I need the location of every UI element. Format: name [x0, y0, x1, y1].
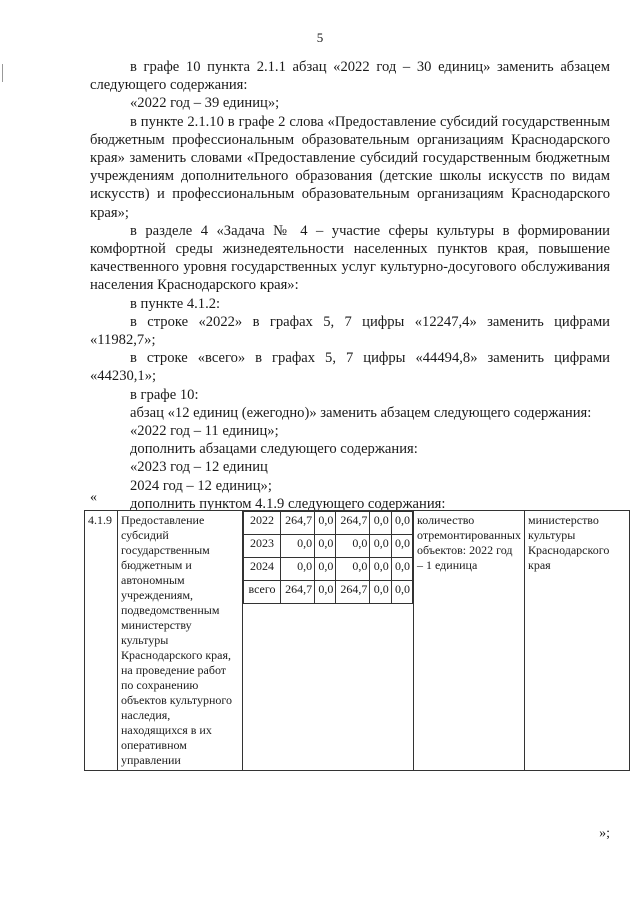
- body-text: [90, 58, 610, 513]
- funding-row: [244, 535, 413, 558]
- paragraph: в пункте 2.1.10 в графе 2 слова «Предоставление субсидий государственным бюджетным профессиональным образовательным организациям Краснодарского края» заменить словами «Предоставление субсидий государственным бюджетным учреждениям дополнительного образования (детские школы искусств по видам искусств) и профессиональным образовательным организациям Краснодарского края»;: [90, 113, 610, 221]
- funding-value-cell: 0,0: [281, 558, 315, 581]
- paragraph: «2023 год – 12 единиц: [130, 459, 268, 476]
- paragraph: в строке «2022» в графах 5, 7 цифры «12247,4» заменить цифрами «11982,7»;: [90, 313, 610, 349]
- item-description-cell: Предоставление субсидий государственным бюджетным и автономным учреждениям, подведомственным министерству культуры Краснодарского края, на проведение работ по сохранению объектов культурного наследия, находящихся в их оперативном управлении: [118, 511, 243, 771]
- funding-value-cell: 0,0: [391, 512, 412, 535]
- funding-value-cell: 0,0: [370, 512, 391, 535]
- funding-year-cell: 2024: [244, 558, 281, 581]
- paragraph: «2022 год – 11 единиц»;: [130, 423, 279, 440]
- funding-value-cell: 0,0: [370, 581, 391, 604]
- page-number: 5: [316, 30, 324, 45]
- paragraph: дополнить абзацами следующего содержания:: [130, 441, 418, 458]
- funding-row: [244, 512, 413, 535]
- funding-value-cell: 264,7: [281, 512, 315, 535]
- funding-value-cell: 264,7: [336, 512, 370, 535]
- funding-table: [243, 511, 413, 626]
- funding-row: [244, 581, 413, 604]
- funding-year-cell: всего: [244, 581, 281, 604]
- funding-value-cell: 0,0: [370, 558, 391, 581]
- funding-year-cell: 2023: [244, 535, 281, 558]
- funding-value-cell: 0,0: [315, 581, 336, 604]
- paragraph: «2022 год – 39 единиц»;: [130, 95, 280, 112]
- margin-mark: [2, 64, 6, 82]
- item-number-cell: 4.1.9: [85, 511, 118, 771]
- funding-spacer-cell: [244, 604, 413, 627]
- funding-value-cell: 0,0: [391, 535, 412, 558]
- funding-value-cell: 264,7: [336, 581, 370, 604]
- funding-row: [244, 558, 413, 581]
- funding-value-cell: 0,0: [315, 558, 336, 581]
- amendment-table: [84, 510, 630, 771]
- table-open-quote: «: [90, 490, 97, 505]
- funding-value-cell: 0,0: [336, 558, 370, 581]
- funding-value-cell: 264,7: [281, 581, 315, 604]
- funding-value-cell: 0,0: [370, 535, 391, 558]
- result-cell: количество отремонтированных объектов: 2022 год – 1 единица: [414, 511, 525, 771]
- paragraph: в разделе 4 «Задача № 4 – участие сферы культуры в формировании комфортной среды жизнедеятельности населенных пунктов края, повышение качественного уровня государственных услуг культурно-досугового обслуживания населения Краснодарского края»:: [90, 222, 610, 294]
- funding-value-cell: 0,0: [336, 535, 370, 558]
- paragraph: в пункте 4.1.2:: [130, 295, 221, 312]
- paragraph: в графе 10 пункта 2.1.1 абзац «2022 год – 30 единиц» заменить абзацем следующего содержания:: [90, 59, 610, 94]
- funding-value-cell: 0,0: [391, 581, 412, 604]
- funding-value-cell: 0,0: [281, 535, 315, 558]
- funding-value-cell: 0,0: [315, 512, 336, 535]
- paragraph: в графе 10:: [130, 386, 199, 403]
- paragraph: абзац «12 единиц (ежегодно)» заменить абзацем следующего содержания:: [130, 404, 592, 421]
- funding-year-cell: 2022: [244, 512, 281, 535]
- paragraph: в строке «всего» в графах 5, 7 цифры «44494,8» заменить цифрами «44230,1»;: [90, 350, 610, 385]
- funding-value-cell: 0,0: [391, 558, 412, 581]
- table-row: [85, 511, 630, 771]
- funding-value-cell: 0,0: [315, 535, 336, 558]
- table-close-quote: »;: [599, 826, 610, 841]
- funding-spacer: [244, 604, 413, 627]
- paragraph: 2024 год – 12 единиц»;: [130, 477, 272, 494]
- paragraph: дополнить пунктом 4.1.9 следующего содержания:: [130, 495, 446, 512]
- responsible-cell: министерство культуры Краснодарского края: [524, 511, 629, 771]
- funding-cell: [243, 511, 414, 771]
